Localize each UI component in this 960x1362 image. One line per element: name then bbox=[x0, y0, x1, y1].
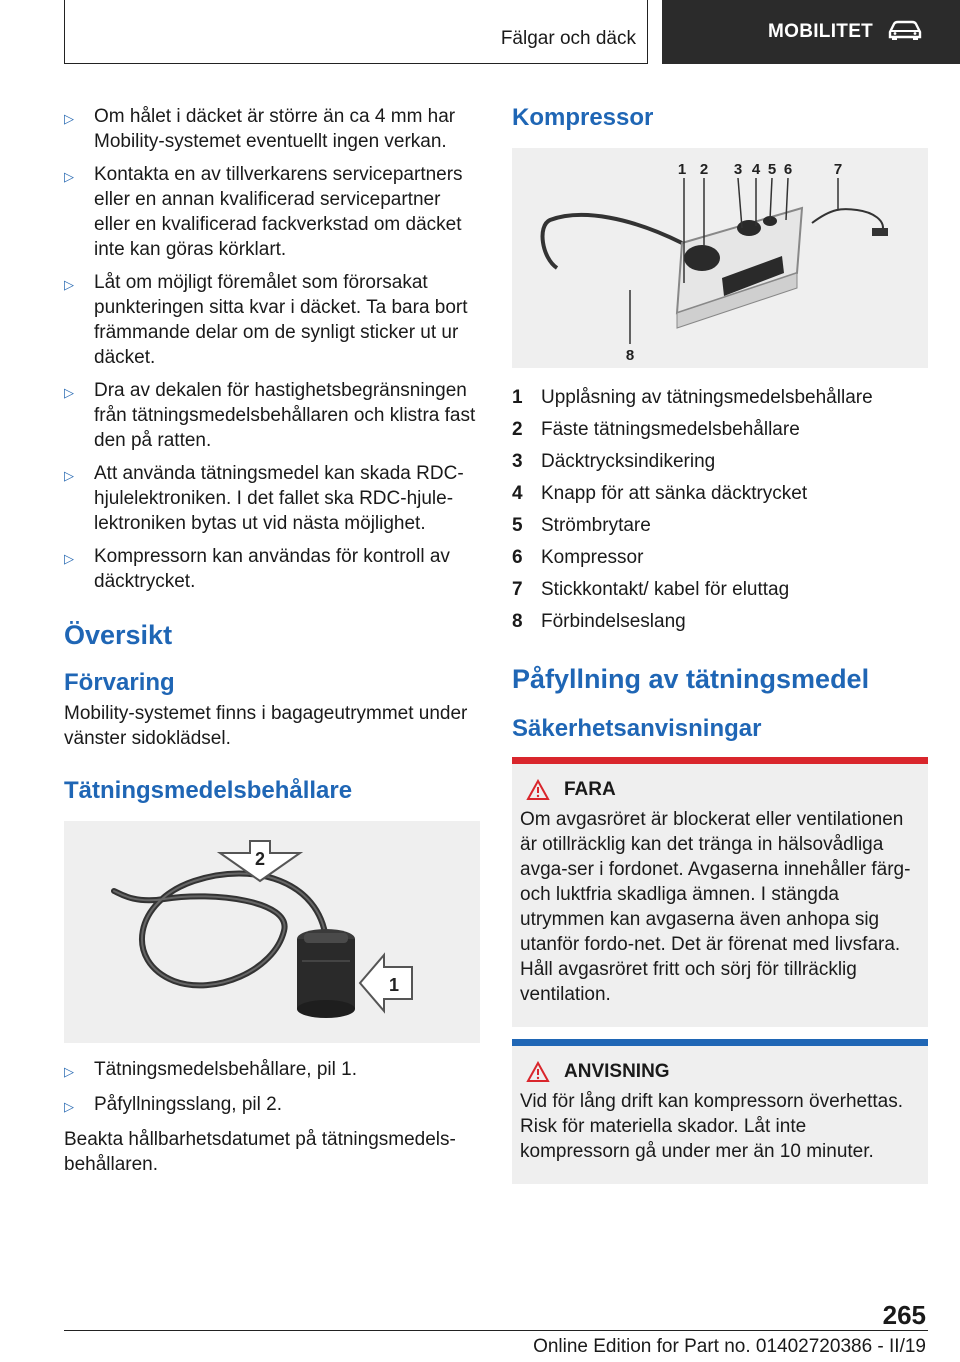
notice-bar bbox=[512, 1039, 928, 1046]
figure-label: 2 bbox=[254, 849, 266, 869]
storage-heading: Förvaring bbox=[64, 669, 175, 696]
figure-label: 1 bbox=[388, 975, 400, 995]
figure-label: 2 bbox=[699, 161, 709, 178]
figure-label: 8 bbox=[625, 347, 635, 364]
triangle-bullet-icon: ▷ bbox=[64, 1099, 74, 1114]
list-item: 5 Strömbrytare bbox=[512, 515, 651, 536]
list-item: 4 Knapp för att sänka däcktrycket bbox=[512, 483, 808, 504]
right-column bbox=[512, 104, 928, 1184]
safety-heading: Säkerhetsanvisningar bbox=[512, 715, 762, 742]
danger-bar bbox=[512, 757, 928, 764]
triangle-bullet-icon: ▷ bbox=[64, 169, 74, 184]
footer-edition: Online Edition for Part no. 01402720386 - II/19 bbox=[533, 1336, 926, 1357]
car-icon bbox=[887, 19, 923, 46]
overview-heading: Översikt bbox=[64, 620, 173, 650]
triangle-bullet-icon: ▷ bbox=[64, 385, 74, 400]
danger-box bbox=[512, 757, 928, 1027]
triangle-bullet-icon: ▷ bbox=[64, 551, 74, 566]
list-item: ▷ Dra av dekalen för hastighetsbegränsningen från tätningsmedelsbehållaren och klistra fast den på ratten. bbox=[64, 380, 476, 451]
notice-box bbox=[512, 1039, 928, 1184]
danger-title: FARA bbox=[564, 779, 616, 800]
list-item: 6 Kompressor bbox=[512, 547, 644, 568]
storage-text: Mobility-systemet finns i bagageutrymmet under vänster sidoklädsel. bbox=[64, 703, 468, 749]
figure-label: 4 bbox=[751, 161, 761, 178]
triangle-bullet-icon: ▷ bbox=[64, 111, 74, 126]
compressor-heading: Kompressor bbox=[512, 104, 654, 131]
list-item: 7 Stickkontakt/ kabel för eluttag bbox=[512, 579, 790, 600]
list-item: ▷ Att använda tätningsmedel kan skada RDC-hjulelektroniken. I det fallet ska RDC-hjule-lektroniken bytas ut vid nästa möjlighet. bbox=[64, 463, 464, 534]
sealant-heading: Tätningsmedelsbehållare bbox=[64, 777, 353, 804]
page-number: 265 bbox=[882, 1300, 926, 1330]
figure-label: 5 bbox=[767, 161, 777, 178]
list-item: ▷ Kompressorn kan användas för kontroll av däcktrycket. bbox=[64, 546, 450, 592]
list-item: ▷ Tätningsmedelsbehållare, pil 1. bbox=[64, 1057, 480, 1084]
parts-list bbox=[512, 382, 928, 638]
triangle-bullet-icon: ▷ bbox=[64, 277, 74, 292]
figure-label: 3 bbox=[733, 161, 743, 178]
left-column bbox=[64, 104, 480, 1177]
sealant-note: Beakta hållbarhetsdatumet på tätningsmedels-behållaren. bbox=[64, 1129, 456, 1175]
list-item: 3 Däcktrycksindikering bbox=[512, 451, 716, 472]
list-item: 8 Förbindelseslang bbox=[512, 611, 686, 632]
list-item: ▷ Påfyllningsslang, pil 2. bbox=[64, 1092, 480, 1119]
header-section-title: Fälgar och däck bbox=[500, 28, 636, 49]
header-tab bbox=[662, 0, 960, 64]
list-item: 1 Upplåsning av tätningsmedelsbehållare bbox=[512, 387, 873, 408]
fill-heading: Påfyllning av tätningsmedel bbox=[512, 664, 870, 694]
notice-text: Vid för lång drift kan kompressorn överhettas. Risk för materiella skador. Låt inte kompressorn gå under mer än 10 minuter. bbox=[520, 1091, 904, 1162]
triangle-bullet-icon: ▷ bbox=[64, 1064, 74, 1079]
figure-label: 7 bbox=[833, 161, 843, 178]
list-item: ▷ Kontakta en av tillverkarens servicepartners eller en annan kvalificerad servicepartner eller en kvalificerad fackverkstad om däcket inte kan göras körklart. bbox=[64, 164, 463, 260]
list-item: ▷ Om hålet i däcket är större än ca 4 mm har Mobility-systemet eventuellt ingen verkan. bbox=[64, 106, 456, 152]
intro-bullets bbox=[64, 104, 480, 594]
warning-triangle-icon bbox=[526, 779, 550, 801]
triangle-bullet-icon: ▷ bbox=[64, 468, 74, 483]
list-item: 2 Fäste tätningsmedelsbehållare bbox=[512, 419, 800, 440]
notice-title: ANVISNING bbox=[564, 1061, 670, 1082]
danger-text: Om avgasröret är blockerat eller ventilationen är otillräcklig kan det tränga in hälsovådliga avga-ser i fordonet. Avgaserna innehåller färg- och luktfria skadliga ämnen. I stängda utrymmen kan avgaserna även anhopa sig utanför fordo-net. Det är förenat med livsfara. Håll avgasröret fritt och sörj för tillräcklig ventilation. bbox=[520, 809, 911, 1005]
footer-divider bbox=[64, 1330, 928, 1331]
warning-triangle-icon bbox=[526, 1061, 550, 1083]
sealant-container-figure bbox=[64, 821, 480, 1043]
compressor-figure bbox=[512, 148, 928, 368]
header-tab-label: MOBILITET bbox=[768, 21, 874, 42]
figure-label: 1 bbox=[677, 161, 687, 178]
list-item: ▷ Låt om möjligt föremålet som förorsakat punkteringen sitta kvar i däcket. Ta bara bort främmande delar om de synligt sticker ut ur däcket. bbox=[64, 272, 468, 368]
figure-label: 6 bbox=[783, 161, 793, 178]
